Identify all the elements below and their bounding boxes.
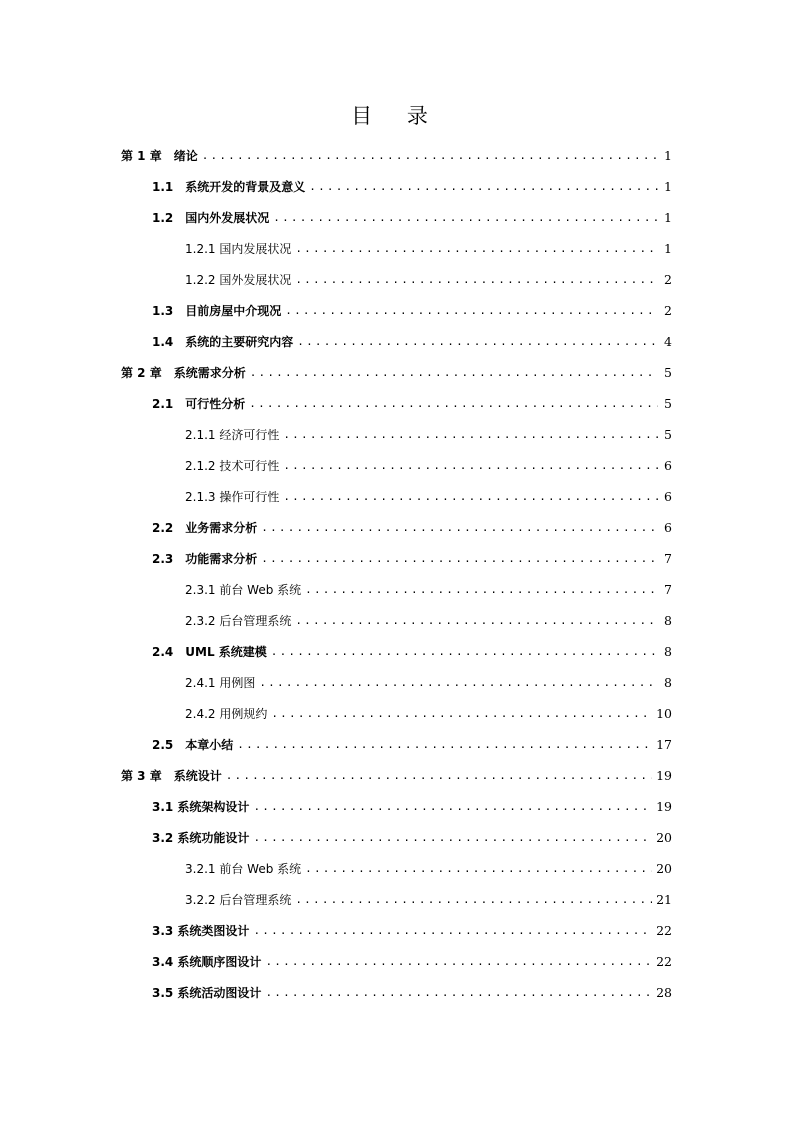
toc-entry-label: 2.1.2 技术可行性 (185, 459, 280, 473)
toc-entry-label: 3.5 系统活动图设计 (152, 986, 262, 1000)
toc-entry[interactable] (152, 202, 672, 226)
toc-leader-dots (297, 334, 658, 350)
toc-leader-dots (249, 396, 658, 412)
toc-entry-page-number: 22 (656, 923, 672, 938)
toc-entry-page-number: 20 (656, 861, 672, 876)
toc-entry-page-number: 20 (656, 830, 672, 845)
toc-entry-page-number: 2 (664, 272, 672, 287)
toc-entry[interactable] (185, 884, 672, 908)
toc-entry-label: 第 1 章 绪论 (121, 149, 198, 163)
toc-entry-label: 2.5 本章小结 (152, 738, 234, 752)
toc-entry-label: 1.2.2 国外发展状况 (185, 273, 292, 287)
toc-entry[interactable] (185, 667, 672, 691)
toc-entry[interactable] (152, 946, 672, 970)
toc-entry[interactable] (152, 171, 672, 195)
toc-leader-dots (271, 706, 652, 722)
toc-leader-dots (309, 179, 658, 195)
toc-entry-label: 2.3.1 前台 Web 系统 (185, 583, 302, 597)
toc-entry-label: 3.3 系统类图设计 (152, 924, 250, 938)
toc-entry[interactable] (152, 543, 672, 567)
toc-entry[interactable] (121, 357, 672, 381)
toc-entry-label: 2.4.1 用例图 (185, 676, 256, 690)
toc-entry[interactable] (152, 791, 672, 815)
toc-leader-dots (253, 799, 652, 815)
toc-entry-label: 2.3 功能需求分析 (152, 552, 258, 566)
toc-entry-page-number: 22 (656, 954, 672, 969)
toc-entry-page-number: 5 (664, 396, 672, 411)
toc-entry-label: 1.2 国内外发展状况 (152, 211, 270, 225)
toc-leader-dots (202, 148, 658, 164)
toc-entry-label: 1.3 目前房屋中介现况 (152, 304, 282, 318)
page-title: 目 录 (351, 104, 442, 128)
toc-leader-dots (283, 427, 658, 443)
toc-leader-dots (237, 737, 652, 753)
toc-leader-dots (295, 241, 658, 257)
toc-leader-dots (285, 303, 658, 319)
toc-entry-label: 2.1 可行性分析 (152, 397, 246, 411)
toc-entry[interactable] (185, 233, 672, 257)
toc-entry[interactable] (152, 326, 672, 350)
toc-leader-dots (259, 675, 658, 691)
toc-entry-label: 1.4 系统的主要研究内容 (152, 335, 294, 349)
toc-entry[interactable] (152, 512, 672, 536)
toc-entry-label: 2.3.2 后台管理系统 (185, 614, 292, 628)
toc-entry[interactable] (152, 729, 672, 753)
toc-leader-dots (261, 551, 658, 567)
toc-entry-page-number: 19 (656, 799, 672, 814)
toc-entry-label: 3.1 系统架构设计 (152, 800, 250, 814)
toc-leader-dots (295, 892, 652, 908)
toc-entry-label: 1.2.1 国内发展状况 (185, 242, 292, 256)
toc-entry-page-number: 21 (656, 892, 672, 907)
toc-leader-dots (305, 861, 652, 877)
toc-leader-dots (253, 923, 652, 939)
toc-entry[interactable] (152, 636, 672, 660)
toc-entry-page-number: 5 (664, 427, 672, 442)
toc-entry-label: 第 2 章 系统需求分析 (121, 366, 246, 380)
toc-entry-label: 3.2.2 后台管理系统 (185, 893, 292, 907)
toc-entry[interactable] (185, 574, 672, 598)
toc-entry[interactable] (185, 264, 672, 288)
toc-entry-page-number: 8 (664, 613, 672, 628)
toc-leader-dots (283, 489, 658, 505)
toc-entry-page-number: 8 (664, 644, 672, 659)
toc-entry[interactable] (185, 853, 672, 877)
toc-leader-dots (305, 582, 658, 598)
toc-leader-dots (226, 768, 652, 784)
toc-entry-page-number: 1 (664, 179, 672, 194)
toc-leader-dots (265, 985, 652, 1001)
toc-entry[interactable] (185, 450, 672, 474)
toc-leader-dots (283, 458, 658, 474)
toc-entry-page-number: 7 (664, 551, 672, 566)
toc-leader-dots (295, 272, 658, 288)
toc-leader-dots (265, 954, 652, 970)
toc-entry-label: 1.1 系统开发的背景及意义 (152, 180, 306, 194)
toc-entry[interactable] (185, 481, 672, 505)
toc-entry-label: 2.1.3 操作可行性 (185, 490, 280, 504)
toc-entry-page-number: 2 (664, 303, 672, 318)
toc-entry[interactable] (185, 605, 672, 629)
toc-entry-page-number: 6 (664, 520, 672, 535)
toc-entry-label: 3.2 系统功能设计 (152, 831, 250, 845)
toc-entry[interactable] (185, 698, 672, 722)
toc-leader-dots (271, 644, 658, 660)
toc-entry-label: 3.2.1 前台 Web 系统 (185, 862, 302, 876)
toc-entry[interactable] (152, 915, 672, 939)
toc-entry[interactable] (152, 295, 672, 319)
toc-entry-label: 第 3 章 系统设计 (121, 769, 222, 783)
toc-leader-dots (253, 830, 652, 846)
toc-entry-page-number: 4 (664, 334, 672, 349)
toc-entry-page-number: 19 (656, 768, 672, 783)
toc-entry-label: 2.1.1 经济可行性 (185, 428, 280, 442)
toc-leader-dots (250, 365, 658, 381)
toc-entry[interactable] (121, 760, 672, 784)
toc-entry[interactable] (152, 822, 672, 846)
toc-entry-page-number: 17 (656, 737, 672, 752)
toc-entry-page-number: 28 (656, 985, 672, 1000)
toc-entry-label: 2.4.2 用例规约 (185, 707, 268, 721)
toc-entry[interactable] (121, 140, 672, 164)
toc-leader-dots (295, 613, 658, 629)
toc-entry-label: 3.4 系统顺序图设计 (152, 955, 262, 969)
toc-leader-dots (273, 210, 658, 226)
toc-entry-page-number: 6 (664, 489, 672, 504)
toc-entry[interactable] (152, 388, 672, 412)
toc-entry-label: 2.2 业务需求分析 (152, 521, 258, 535)
toc-entry-page-number: 5 (664, 365, 672, 380)
toc-entry-page-number: 7 (664, 582, 672, 597)
toc-entry-label: 2.4 UML 系统建模 (152, 645, 267, 659)
toc-leader-dots (261, 520, 658, 536)
toc-entry-page-number: 8 (664, 675, 672, 690)
toc-entry[interactable] (152, 977, 672, 1001)
toc-entry-page-number: 1 (664, 241, 672, 256)
toc-entry[interactable] (185, 419, 672, 443)
toc-entry-page-number: 10 (656, 706, 672, 721)
toc-entry-page-number: 6 (664, 458, 672, 473)
toc-entry-page-number: 1 (664, 148, 672, 163)
toc-entry-page-number: 1 (664, 210, 672, 225)
